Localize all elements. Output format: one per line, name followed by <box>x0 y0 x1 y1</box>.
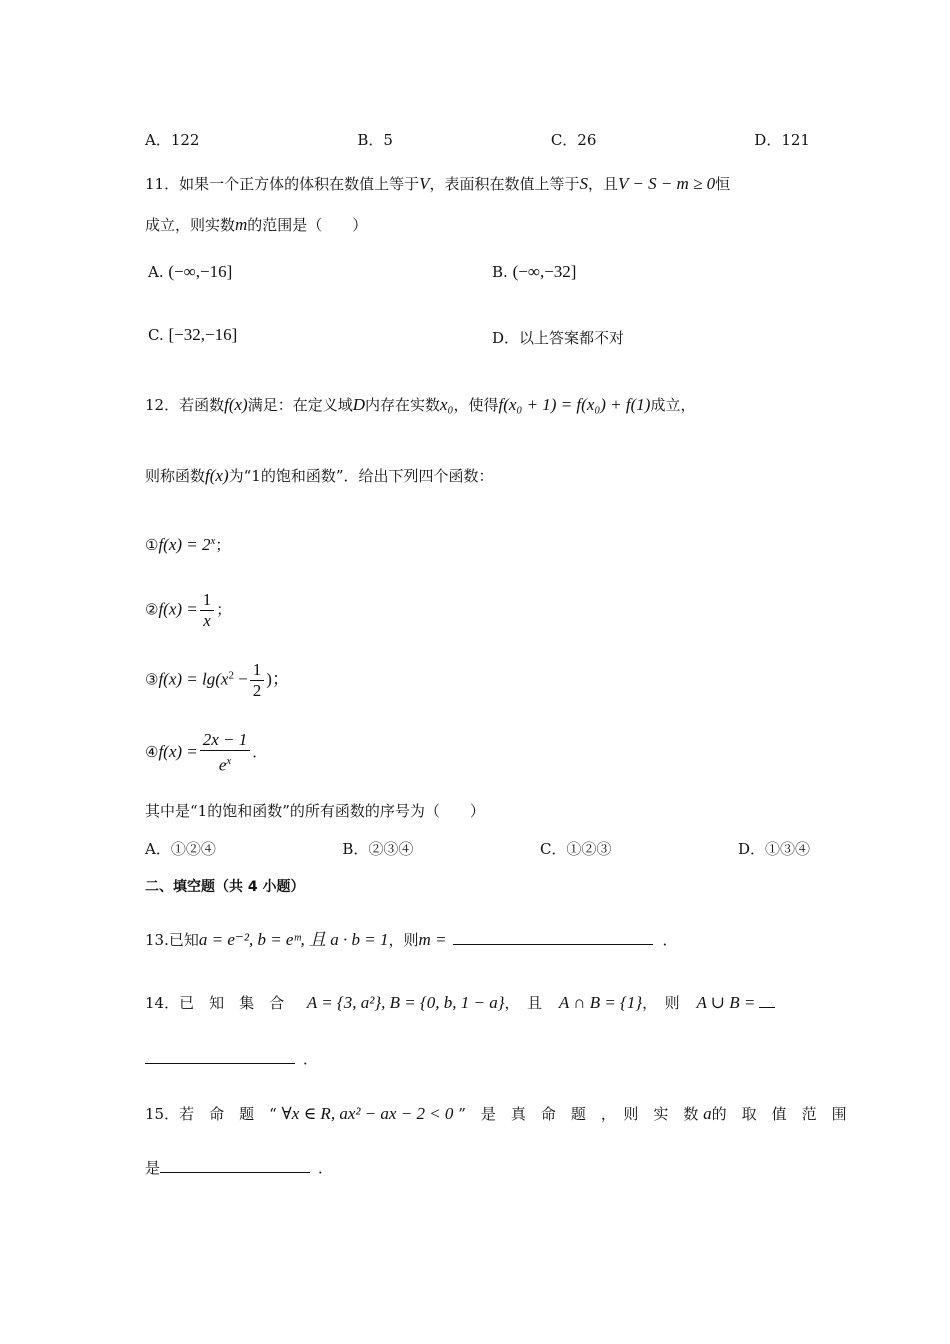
q11-line1: 11．如果一个正方体的体积在数值上等于V，表面积在数值上等于S，且V − S − m ≥ 0恒 <box>145 174 731 193</box>
section-heading: 二、填空题（共 4 小题） <box>145 879 305 895</box>
q11-inequality: V − S − m ≥ 0 <box>618 174 716 193</box>
q12-options <box>145 838 810 859</box>
q11-option-b: B. (−∞,−32] <box>492 262 577 281</box>
q15-line1: 15．若 命 题 “ ∀x ∈ R, ax² − ax − 2 < 0 ” 是 真 命 题 ， 则 实 数 a的 取 值 范 围 <box>145 1104 847 1123</box>
q12-function-3: ③f(x) = $\lg(x^2$ − $\frac{1}{2}$ )； <box>145 660 289 700</box>
q14-line1: 14．已 知 集 合 A = {3, a²}, B = {0, b, 1 − a}， 且 A ∩ B = {1}， 则 A ∪ B = <box>145 992 775 1013</box>
q12-option-b: B．②③④ <box>342 840 414 858</box>
q10-option-c: C．26 <box>550 131 597 149</box>
q10-option-b: B．5 <box>357 131 393 149</box>
q12-line1: 12．若函数f(x)满足：在定义域D内存在实数x₀，使得f(x₀ + 1) = f(x₀) + f(1)成立， <box>145 395 696 414</box>
answer-blank[interactable] <box>759 993 775 1008</box>
q11-option-a: A. (−∞,−16] <box>148 262 233 281</box>
fraction: $\frac{1}{2}$ <box>250 660 265 701</box>
q15-line2: 是 ． <box>145 1159 334 1177</box>
q10-option-a: A．122 <box>145 131 200 149</box>
q12-line2: 则称函数f(x)为“1的饱和函数”．给出下列四个函数： <box>145 466 494 485</box>
q14-line2: ． <box>145 1048 318 1069</box>
answer-blank[interactable] <box>145 1049 295 1064</box>
q10-options <box>145 129 810 150</box>
q10-option-d: D．121 <box>754 131 810 149</box>
q12-question: 其中是“1的饱和函数”的所有函数的序号为（ ） <box>145 802 485 820</box>
q12-function-1: ①f(x) = $2^x$； <box>145 535 231 554</box>
q13: 13.已知a = e⁻², b = eᵐ, 且 a · b = 1，则m = ． <box>145 930 678 949</box>
q11-option-d: D．以上答案都不对 <box>492 329 625 347</box>
q12-option-c: C．①②③ <box>539 840 612 858</box>
answer-blank[interactable] <box>160 1158 310 1173</box>
q12-option-d: D．①③④ <box>737 840 810 858</box>
q12-function-4: ④f(x) = $\frac{2x - 1}{e^x}$ ． <box>145 730 268 775</box>
q12-equation: f(x₀ + 1) = f(x₀) + f(1) <box>498 395 651 414</box>
q11-option-c: C. [−32,−16] <box>148 325 238 344</box>
q11-line2: 成立，则实数m的范围是（ ） <box>145 215 368 234</box>
q12-function-2: ②f(x) = $\frac{1}{x}$ ； <box>145 590 232 630</box>
fraction: $\frac{2x - 1}{e^x}$ <box>200 730 251 776</box>
fraction: $\frac{1}{x}$ <box>200 590 215 631</box>
answer-blank[interactable] <box>453 930 653 945</box>
q12-option-a: A．①②④ <box>145 840 216 858</box>
